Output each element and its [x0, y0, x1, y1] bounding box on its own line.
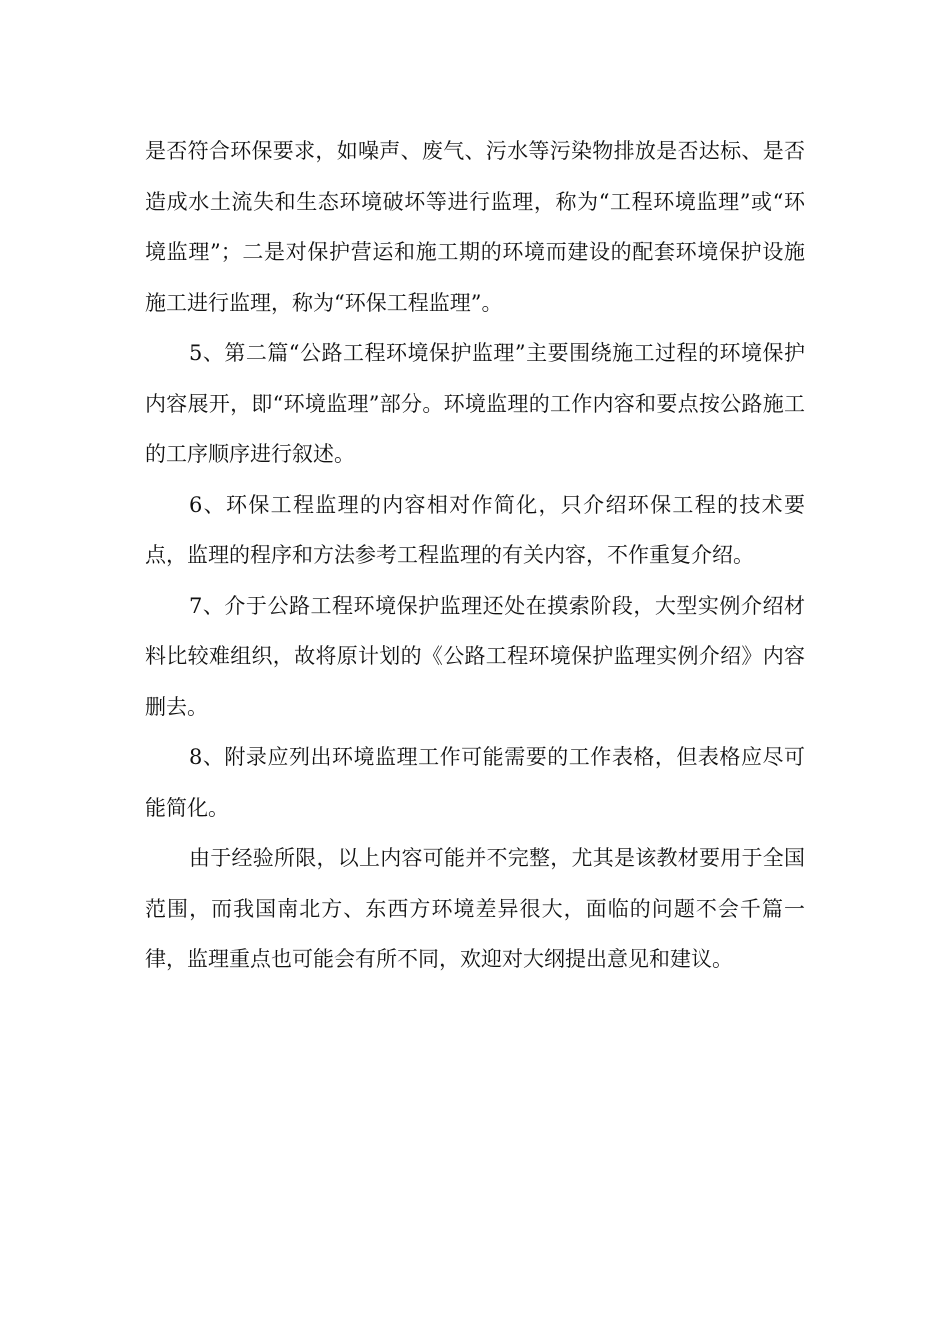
paragraph-item-6: 6、环保工程监理的内容相对作简化，只介绍环保工程的技术要点，监理的程序和方法参考工程监理的有关内容，不作重复介绍。 — [145, 492, 805, 567]
paragraph-item-5: 5、第二篇“公路工程环境保护监理”主要围绕施工过程的环境保护内容展开，即“环境监理”部分。环境监理的工作内容和要点按公路施工的工序顺序进行叙述。 — [145, 341, 805, 466]
paragraph-item-7: 7、介于公路工程环境保护监理还处在摸索阶段，大型实例介绍材料比较难组织，故将原计划的《公路工程环境保护监理实例介绍》内容删去。 — [145, 593, 805, 719]
paragraph-closing: 由于经验所限，以上内容可能并不完整，尤其是该教材要用于全国范围，而我国南北方、东西方环境差异很大，面临的问题不会千篇一律，监理重点也可能会有所不同，欢迎对大纲提出意见和建议。 — [145, 846, 805, 971]
paragraph-continuation: 是否符合环保要求，如噪声、废气、污水等污染物排放是否达标、是否造成水土流失和生态环境破坏等进行监理，称为“工程环境监理”或“环境监理”；二是对保护营运和施工期的环境而建设的配套环境保护设施施工进行监理，称为“环保工程监理”。 — [145, 139, 805, 315]
document-body — [145, 126, 805, 985]
paragraph-item-8: 8、附录应列出环境监理工作可能需要的工作表格，但表格应尽可能简化。 — [145, 745, 805, 820]
